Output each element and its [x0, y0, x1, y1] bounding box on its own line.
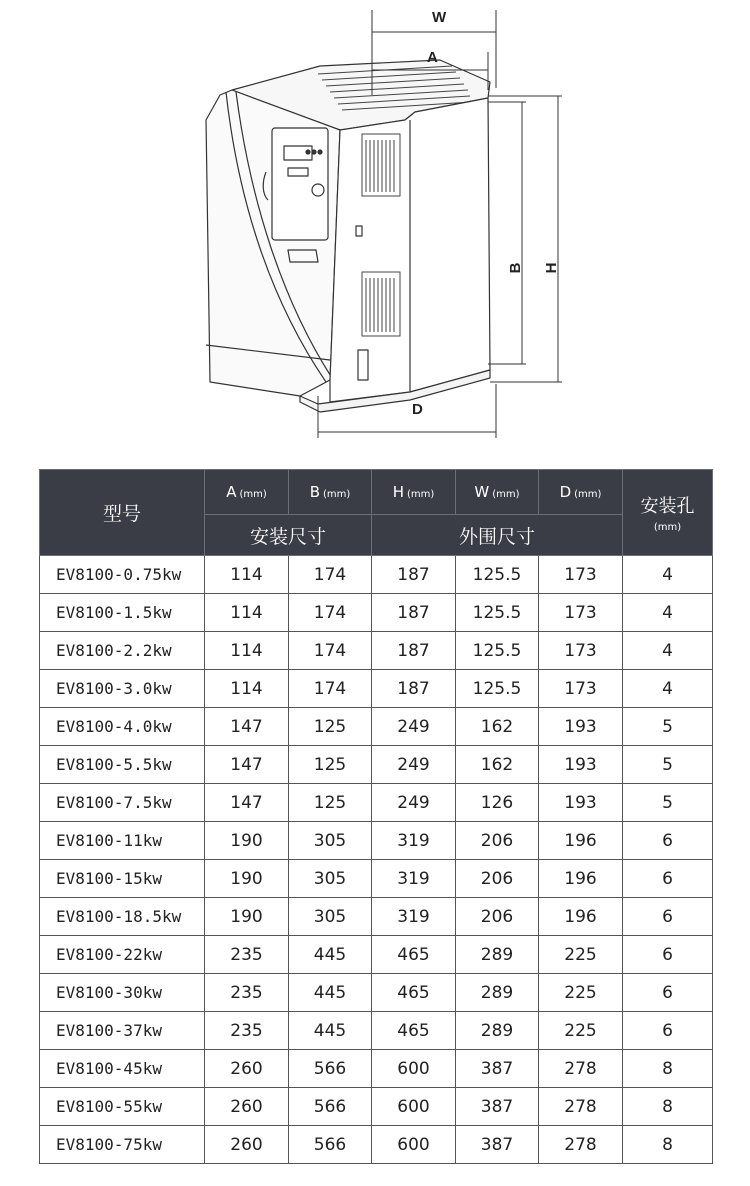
header-h-letter: H — [392, 483, 404, 501]
value-cell: 114 — [205, 594, 289, 632]
value-cell: 187 — [372, 556, 456, 594]
value-cell: 225 — [539, 936, 623, 974]
value-cell: 4 — [623, 670, 713, 708]
table-row — [40, 1126, 713, 1164]
model-cell: EV8100-37kw — [40, 1012, 205, 1050]
value-cell: 173 — [539, 556, 623, 594]
value-cell: 4 — [623, 594, 713, 632]
model-cell: EV8100-1.5kw — [40, 594, 205, 632]
model-cell: EV8100-2.2kw — [40, 632, 205, 670]
header-w-letter: W — [474, 483, 490, 501]
value-cell: 225 — [539, 974, 623, 1012]
value-cell: 278 — [539, 1050, 623, 1088]
value-cell: 600 — [372, 1088, 456, 1126]
value-cell: 600 — [372, 1050, 456, 1088]
model-cell: EV8100-0.75kw — [40, 556, 205, 594]
value-cell: 4 — [623, 556, 713, 594]
value-cell: 125.5 — [456, 632, 539, 670]
table-row — [40, 822, 713, 860]
header-hole-label: 安装孔 — [640, 496, 695, 517]
value-cell: 6 — [623, 936, 713, 974]
value-cell: 125 — [289, 784, 372, 822]
value-cell: 465 — [372, 974, 456, 1012]
model-cell: EV8100-15kw — [40, 860, 205, 898]
label-w: W — [432, 9, 447, 26]
value-cell: 193 — [539, 746, 623, 784]
value-cell: 173 — [539, 632, 623, 670]
model-cell: EV8100-45kw — [40, 1050, 205, 1088]
table-row — [40, 784, 713, 822]
value-cell: 193 — [539, 784, 623, 822]
value-cell: 465 — [372, 936, 456, 974]
value-cell: 193 — [539, 708, 623, 746]
value-cell: 566 — [289, 1126, 372, 1164]
value-cell: 235 — [205, 974, 289, 1012]
value-cell: 147 — [205, 746, 289, 784]
value-cell: 566 — [289, 1050, 372, 1088]
table-row — [40, 898, 713, 936]
value-cell: 465 — [372, 1012, 456, 1050]
table-row — [40, 974, 713, 1012]
value-cell: 305 — [289, 860, 372, 898]
table-row — [40, 1050, 713, 1088]
table-body — [40, 556, 713, 1164]
model-cell: EV8100-7.5kw — [40, 784, 205, 822]
value-cell: 249 — [372, 784, 456, 822]
header-w — [456, 470, 539, 515]
value-cell: 114 — [205, 670, 289, 708]
value-cell: 125.5 — [456, 670, 539, 708]
value-cell: 125 — [289, 746, 372, 784]
value-cell: 206 — [456, 822, 539, 860]
value-cell: 225 — [539, 1012, 623, 1050]
value-cell: 190 — [205, 898, 289, 936]
model-cell: EV8100-4.0kw — [40, 708, 205, 746]
header-d-unit: (mm) — [574, 489, 602, 500]
value-cell: 206 — [456, 860, 539, 898]
value-cell: 125.5 — [456, 556, 539, 594]
model-cell: EV8100-75kw — [40, 1126, 205, 1164]
value-cell: 319 — [372, 898, 456, 936]
label-b: B — [507, 262, 524, 274]
value-cell: 187 — [372, 670, 456, 708]
header-a — [205, 470, 289, 515]
header-w-unit: (mm) — [492, 489, 520, 500]
value-cell: 600 — [372, 1126, 456, 1164]
dimension-drawing — [0, 0, 750, 460]
value-cell: 174 — [289, 556, 372, 594]
table-row — [40, 594, 713, 632]
value-cell: 5 — [623, 784, 713, 822]
value-cell: 6 — [623, 860, 713, 898]
model-cell: EV8100-11kw — [40, 822, 205, 860]
value-cell: 8 — [623, 1126, 713, 1164]
value-cell: 173 — [539, 670, 623, 708]
value-cell: 6 — [623, 822, 713, 860]
value-cell: 174 — [289, 594, 372, 632]
value-cell: 445 — [289, 1012, 372, 1050]
value-cell: 305 — [289, 898, 372, 936]
header-group-outer: 外围尺寸 — [372, 515, 623, 556]
value-cell: 235 — [205, 1012, 289, 1050]
header-b-unit: (mm) — [323, 489, 351, 500]
value-cell: 6 — [623, 898, 713, 936]
value-cell: 8 — [623, 1050, 713, 1088]
header-h-unit: (mm) — [406, 489, 435, 500]
value-cell: 174 — [289, 670, 372, 708]
value-cell: 6 — [623, 1012, 713, 1050]
table-row — [40, 1088, 713, 1126]
value-cell: 126 — [456, 784, 539, 822]
value-cell: 5 — [623, 708, 713, 746]
model-cell: EV8100-5.5kw — [40, 746, 205, 784]
value-cell: 162 — [456, 708, 539, 746]
header-b-letter: B — [309, 483, 320, 501]
table-row — [40, 632, 713, 670]
label-d: D — [412, 401, 423, 418]
value-cell: 114 — [205, 556, 289, 594]
value-cell: 206 — [456, 898, 539, 936]
value-cell: 387 — [456, 1126, 539, 1164]
value-cell: 319 — [372, 822, 456, 860]
value-cell: 196 — [539, 898, 623, 936]
value-cell: 147 — [205, 784, 289, 822]
value-cell: 387 — [456, 1088, 539, 1126]
value-cell: 125 — [289, 708, 372, 746]
value-cell: 173 — [539, 594, 623, 632]
header-d-letter: D — [559, 483, 572, 501]
model-cell: EV8100-30kw — [40, 974, 205, 1012]
model-cell: EV8100-22kw — [40, 936, 205, 974]
value-cell: 278 — [539, 1126, 623, 1164]
header-a-letter: A — [226, 483, 237, 501]
value-cell: 196 — [539, 860, 623, 898]
value-cell: 445 — [289, 936, 372, 974]
value-cell: 319 — [372, 860, 456, 898]
value-cell: 5 — [623, 746, 713, 784]
value-cell: 4 — [623, 632, 713, 670]
value-cell: 305 — [289, 822, 372, 860]
value-cell: 125.5 — [456, 594, 539, 632]
value-cell: 162 — [456, 746, 539, 784]
header-h — [372, 470, 456, 515]
table-row — [40, 556, 713, 594]
value-cell: 260 — [205, 1050, 289, 1088]
value-cell: 289 — [456, 974, 539, 1012]
value-cell: 174 — [289, 632, 372, 670]
label-h: H — [543, 262, 560, 274]
value-cell: 249 — [372, 746, 456, 784]
table-row — [40, 670, 713, 708]
value-cell: 190 — [205, 822, 289, 860]
value-cell: 278 — [539, 1088, 623, 1126]
value-cell: 235 — [205, 936, 289, 974]
value-cell: 249 — [372, 708, 456, 746]
value-cell: 190 — [205, 860, 289, 898]
value-cell: 187 — [372, 594, 456, 632]
value-cell: 187 — [372, 632, 456, 670]
header-d — [539, 470, 623, 515]
value-cell: 260 — [205, 1126, 289, 1164]
value-cell: 6 — [623, 974, 713, 1012]
value-cell: 114 — [205, 632, 289, 670]
value-cell: 289 — [456, 1012, 539, 1050]
inverter-outline-drawing — [0, 0, 750, 460]
header-a-unit: (mm) — [239, 489, 267, 500]
header-hole-unit: (mm) — [653, 522, 682, 533]
value-cell: 196 — [539, 822, 623, 860]
label-a: A — [427, 49, 438, 66]
header-group-install: 安装尺寸 — [205, 515, 372, 556]
value-cell: 289 — [456, 936, 539, 974]
value-cell: 260 — [205, 1088, 289, 1126]
value-cell: 445 — [289, 974, 372, 1012]
model-cell: EV8100-18.5kw — [40, 898, 205, 936]
value-cell: 387 — [456, 1050, 539, 1088]
header-mounting-hole — [623, 470, 713, 556]
table-row — [40, 936, 713, 974]
header-model: 型号 — [40, 470, 205, 556]
table-row — [40, 860, 713, 898]
dimension-spec-table — [39, 469, 713, 1164]
value-cell: 147 — [205, 708, 289, 746]
table-header — [40, 470, 713, 556]
table-row — [40, 708, 713, 746]
model-cell: EV8100-3.0kw — [40, 670, 205, 708]
table-row — [40, 746, 713, 784]
value-cell: 8 — [623, 1088, 713, 1126]
model-cell: EV8100-55kw — [40, 1088, 205, 1126]
header-b — [289, 470, 372, 515]
value-cell: 566 — [289, 1088, 372, 1126]
table-row — [40, 1012, 713, 1050]
